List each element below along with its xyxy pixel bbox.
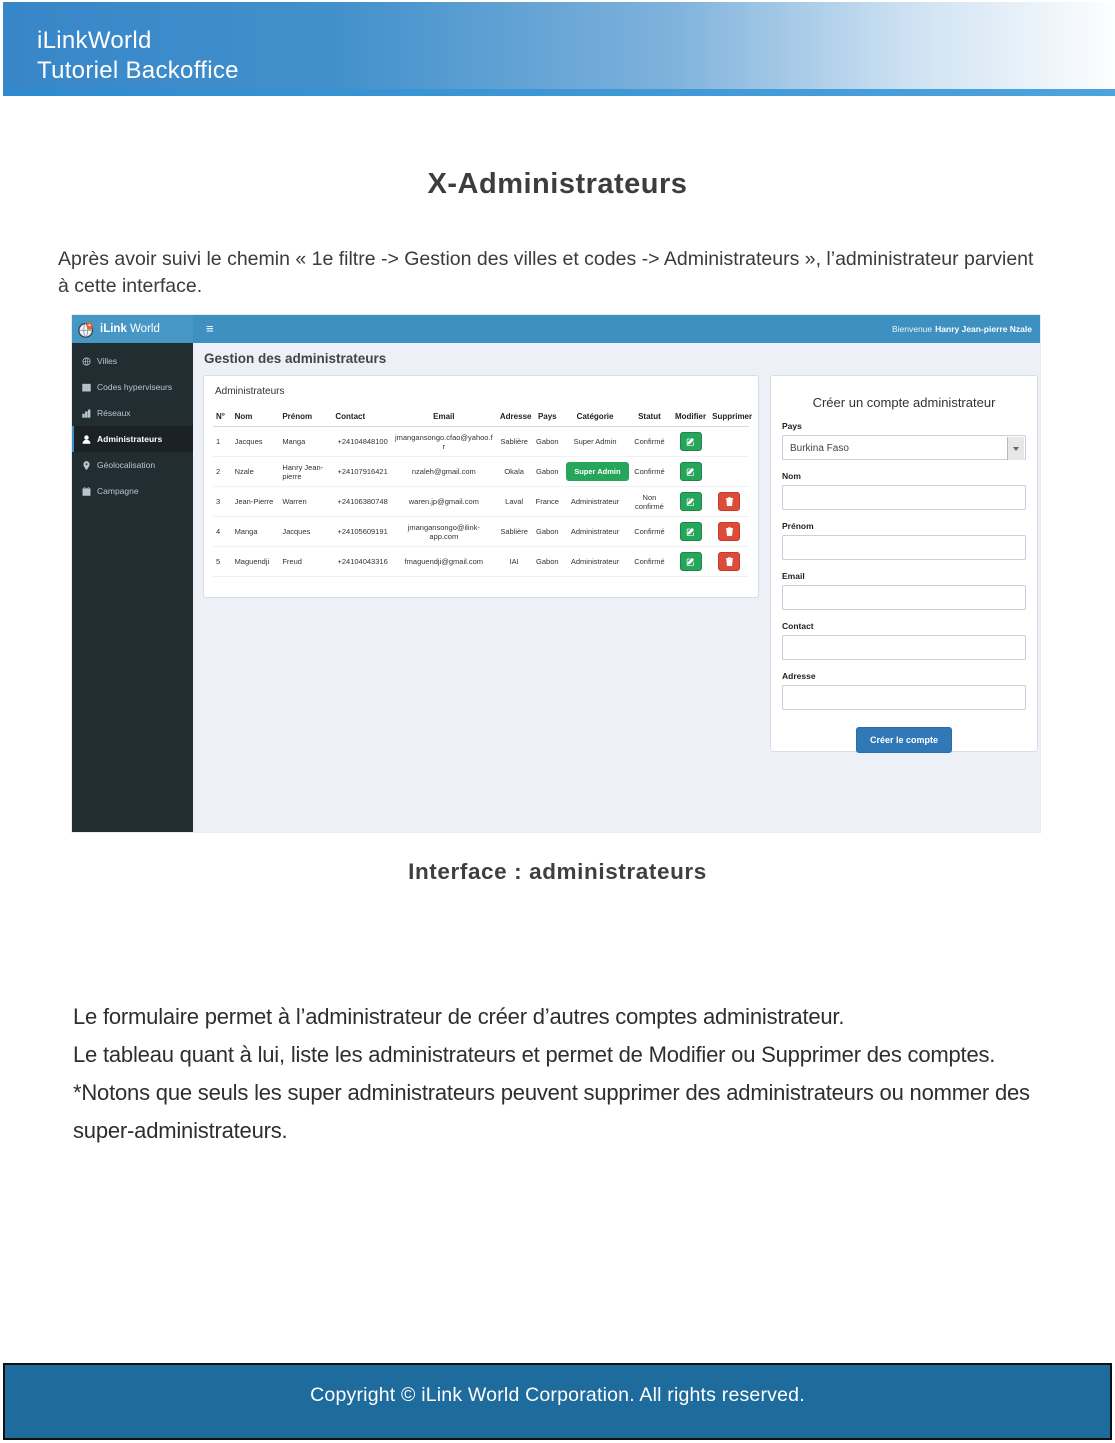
cell-statut: Confirmé [627, 517, 672, 547]
cell-modifier [672, 427, 709, 457]
cell-supprimer [709, 457, 749, 487]
cell-categorie: Administrateur [563, 487, 627, 517]
cell-pays: Gabon [531, 547, 563, 577]
cell-adresse: Sablière [497, 427, 531, 457]
administrators-table [213, 407, 753, 577]
cell-contact: +24106380748 [332, 487, 390, 517]
cell-supprimer [709, 517, 749, 547]
sidebar-item-label: Codes hyperviseurs [97, 382, 173, 392]
doc-footer [3, 1363, 1112, 1440]
cell-modifier [672, 457, 709, 487]
adresse-label: Adresse [782, 671, 816, 681]
cell-num: 3 [213, 487, 232, 517]
edit-button[interactable] [680, 552, 702, 571]
cell-nom: Manga [232, 517, 280, 547]
copyright-text: Copyright © iLink World Corporation. All rights reserved. [310, 1384, 805, 1406]
cell-statut: Confirmé [627, 547, 672, 577]
edit-button[interactable] [680, 432, 702, 451]
trash-icon [725, 497, 734, 506]
edit-button[interactable] [680, 492, 702, 511]
body-paragraph: Le tableau quant à lui, liste les administrateurs et permet de Modifier ou Supprimer des comptes. [73, 1042, 996, 1067]
cell-adresse: Laval [497, 487, 531, 517]
cell-statut: Non confirmé [627, 487, 672, 517]
brand-line-1: iLinkWorld [37, 27, 152, 54]
cell-email: nzaleh@gmail.com [391, 457, 497, 487]
body-paragraph: Le formulaire permet à l’administrateur de créer d’autres comptes administrateur. [73, 1004, 845, 1029]
cell-prenom: Jacques [279, 517, 332, 547]
edit-icon [686, 557, 695, 566]
globe-icon [82, 357, 91, 366]
column-header: Supprimer [709, 407, 749, 427]
sidebar-item-administrateurs[interactable] [72, 426, 193, 452]
delete-button[interactable] [718, 492, 740, 511]
column-header: Pays [531, 407, 563, 427]
create-admin-form-title: Créer un compte administrateur [812, 395, 996, 410]
create-admin-form [770, 375, 1038, 752]
app-brand: iLink World [100, 323, 160, 335]
cell-nom: Jacques [232, 427, 280, 457]
bar-chart-icon [82, 409, 91, 418]
column-header: Email [391, 407, 497, 427]
cell-nom: Jean-Pierre [232, 487, 280, 517]
grid-icon [82, 383, 91, 392]
cell-email: waren.jp@gmail.com [391, 487, 497, 517]
body-paragraph: *Notons que seuls les super administrateurs peuvent supprimer des administrateurs ou nommer des super-administrateurs. [73, 1080, 1030, 1143]
column-header: Modifier [672, 407, 709, 427]
cell-categorie: Administrateur [563, 517, 627, 547]
doc-header-banner [3, 2, 1115, 89]
table-row [213, 517, 749, 547]
app-screenshot [72, 315, 1040, 832]
nom-label: Nom [782, 471, 801, 481]
app-logo[interactable] [72, 315, 193, 343]
cell-prenom: Freud [279, 547, 332, 577]
cell-pays: Gabon [531, 457, 563, 487]
cell-nom: Maguendji [232, 547, 280, 577]
column-header: Contact [332, 407, 390, 427]
super-admin-badge[interactable]: Super Admin [566, 462, 628, 481]
edit-icon [686, 437, 695, 446]
map-marker-icon [82, 461, 91, 470]
trash-icon [725, 557, 734, 566]
cell-categorie: Administrateur [563, 547, 627, 577]
table-row [213, 547, 749, 577]
app-content [193, 343, 1040, 832]
cell-contact: +24107916421 [332, 457, 390, 487]
cell-supprimer [709, 547, 749, 577]
create-account-button[interactable]: Créer le compte [856, 727, 952, 753]
contact-field[interactable] [782, 635, 1026, 660]
content-heading: Gestion des administrateurs [204, 351, 387, 366]
cell-pays: France [531, 487, 563, 517]
cell-prenom: Warren [279, 487, 332, 517]
email-field[interactable] [782, 585, 1026, 610]
cell-adresse: IAI [497, 547, 531, 577]
cell-pays: Gabon [531, 427, 563, 457]
cell-email: fmaguendji@gmail.com [391, 547, 497, 577]
cell-categorie [563, 457, 627, 487]
pays-selected-value: Burkina Faso [790, 443, 849, 454]
column-header: N° [213, 407, 232, 427]
sidebar-item-campagne[interactable] [72, 478, 193, 504]
edit-icon [686, 527, 695, 536]
administrators-panel-title: Administrateurs [215, 386, 285, 397]
administrators-panel [203, 375, 759, 598]
sidebar-item-r-seaux[interactable] [72, 400, 193, 426]
header-accent-strip [3, 89, 1115, 96]
sidebar-item-label: Géolocalisation [97, 460, 156, 470]
intro-text: Après avoir suivi le chemin « 1e filtre -> Gestion des villes et codes -> Administrateurs », l’administrateur parvient à cette interface. [58, 248, 1034, 297]
pr-nom-field[interactable] [782, 535, 1026, 560]
table-row [213, 487, 749, 517]
cell-contact: +24104848100 [332, 427, 390, 457]
table-row [213, 427, 749, 457]
cell-contact: +24104043316 [332, 547, 390, 577]
column-header: Statut [627, 407, 672, 427]
cell-statut: Confirmé [627, 457, 672, 487]
edit-icon [686, 467, 695, 476]
hamburger-icon[interactable]: ≡ [206, 321, 214, 336]
chevron-down-icon [1007, 437, 1024, 460]
pr-nom-label: Prénom [782, 521, 814, 531]
trash-icon [725, 527, 734, 536]
pays-select[interactable] [782, 435, 1026, 460]
delete-button[interactable] [718, 522, 740, 541]
cell-email: jmangansongo@ilink-app.com [391, 517, 497, 547]
delete-button[interactable] [718, 552, 740, 571]
sidebar-item-label: Campagne [97, 486, 139, 496]
cell-modifier [672, 547, 709, 577]
adresse-field[interactable] [782, 685, 1026, 710]
cell-categorie: Super Admin [563, 427, 627, 457]
cell-num: 5 [213, 547, 232, 577]
cell-num: 4 [213, 517, 232, 547]
page-title: X-Administrateurs [427, 168, 688, 200]
column-header: Nom [232, 407, 280, 427]
cell-adresse: Okala [497, 457, 531, 487]
cell-adresse: Sablière [497, 517, 531, 547]
cell-supprimer [709, 427, 749, 457]
cell-statut: Confirmé [627, 427, 672, 457]
ilink-globe-logo-icon [78, 321, 95, 338]
cell-nom: Nzale [232, 457, 280, 487]
cell-num: 1 [213, 427, 232, 457]
column-header: Adresse [497, 407, 531, 427]
edit-icon [686, 497, 695, 506]
cell-email: jmangansongo.cfao@yahoo.fr [391, 427, 497, 457]
sidebar-item-codes-hyperviseurs[interactable] [72, 374, 193, 400]
sidebar-item-villes[interactable] [72, 348, 193, 374]
sidebar-item-g-olocalisation[interactable] [72, 452, 193, 478]
column-header: Prénom [279, 407, 332, 427]
cell-contact: +24105609191 [332, 517, 390, 547]
cell-num: 2 [213, 457, 232, 487]
cell-modifier [672, 487, 709, 517]
brand-line-2: Tutoriel Backoffice [37, 57, 239, 84]
cell-supprimer [709, 487, 749, 517]
sidebar-item-label: Villes [97, 356, 118, 366]
edit-button[interactable] [680, 462, 702, 481]
cell-prenom: Manga [279, 427, 332, 457]
welcome-message[interactable]: Bienvenue Hanry Jean-pierre Nzale [891, 324, 1032, 334]
email-label: Email [782, 571, 805, 581]
contact-label: Contact [782, 621, 814, 631]
column-header: Catégorie [563, 407, 627, 427]
app-navbar [72, 315, 1040, 343]
body-text [73, 998, 1083, 1150]
table-row [213, 457, 749, 487]
cell-modifier [672, 517, 709, 547]
cell-pays: Gabon [531, 517, 563, 547]
nom-field[interactable] [782, 485, 1026, 510]
sidebar-item-label: Administrateurs [97, 434, 163, 444]
pays-label: Pays [782, 421, 802, 431]
cell-prenom: Hanry Jean-pierre [279, 457, 332, 487]
calendar-icon [82, 487, 91, 496]
screenshot-caption: Interface : administrateurs [408, 859, 707, 884]
sidebar-item-label: Réseaux [97, 408, 131, 418]
edit-button[interactable] [680, 522, 702, 541]
app-sidebar [72, 343, 193, 832]
user-icon [82, 435, 91, 444]
